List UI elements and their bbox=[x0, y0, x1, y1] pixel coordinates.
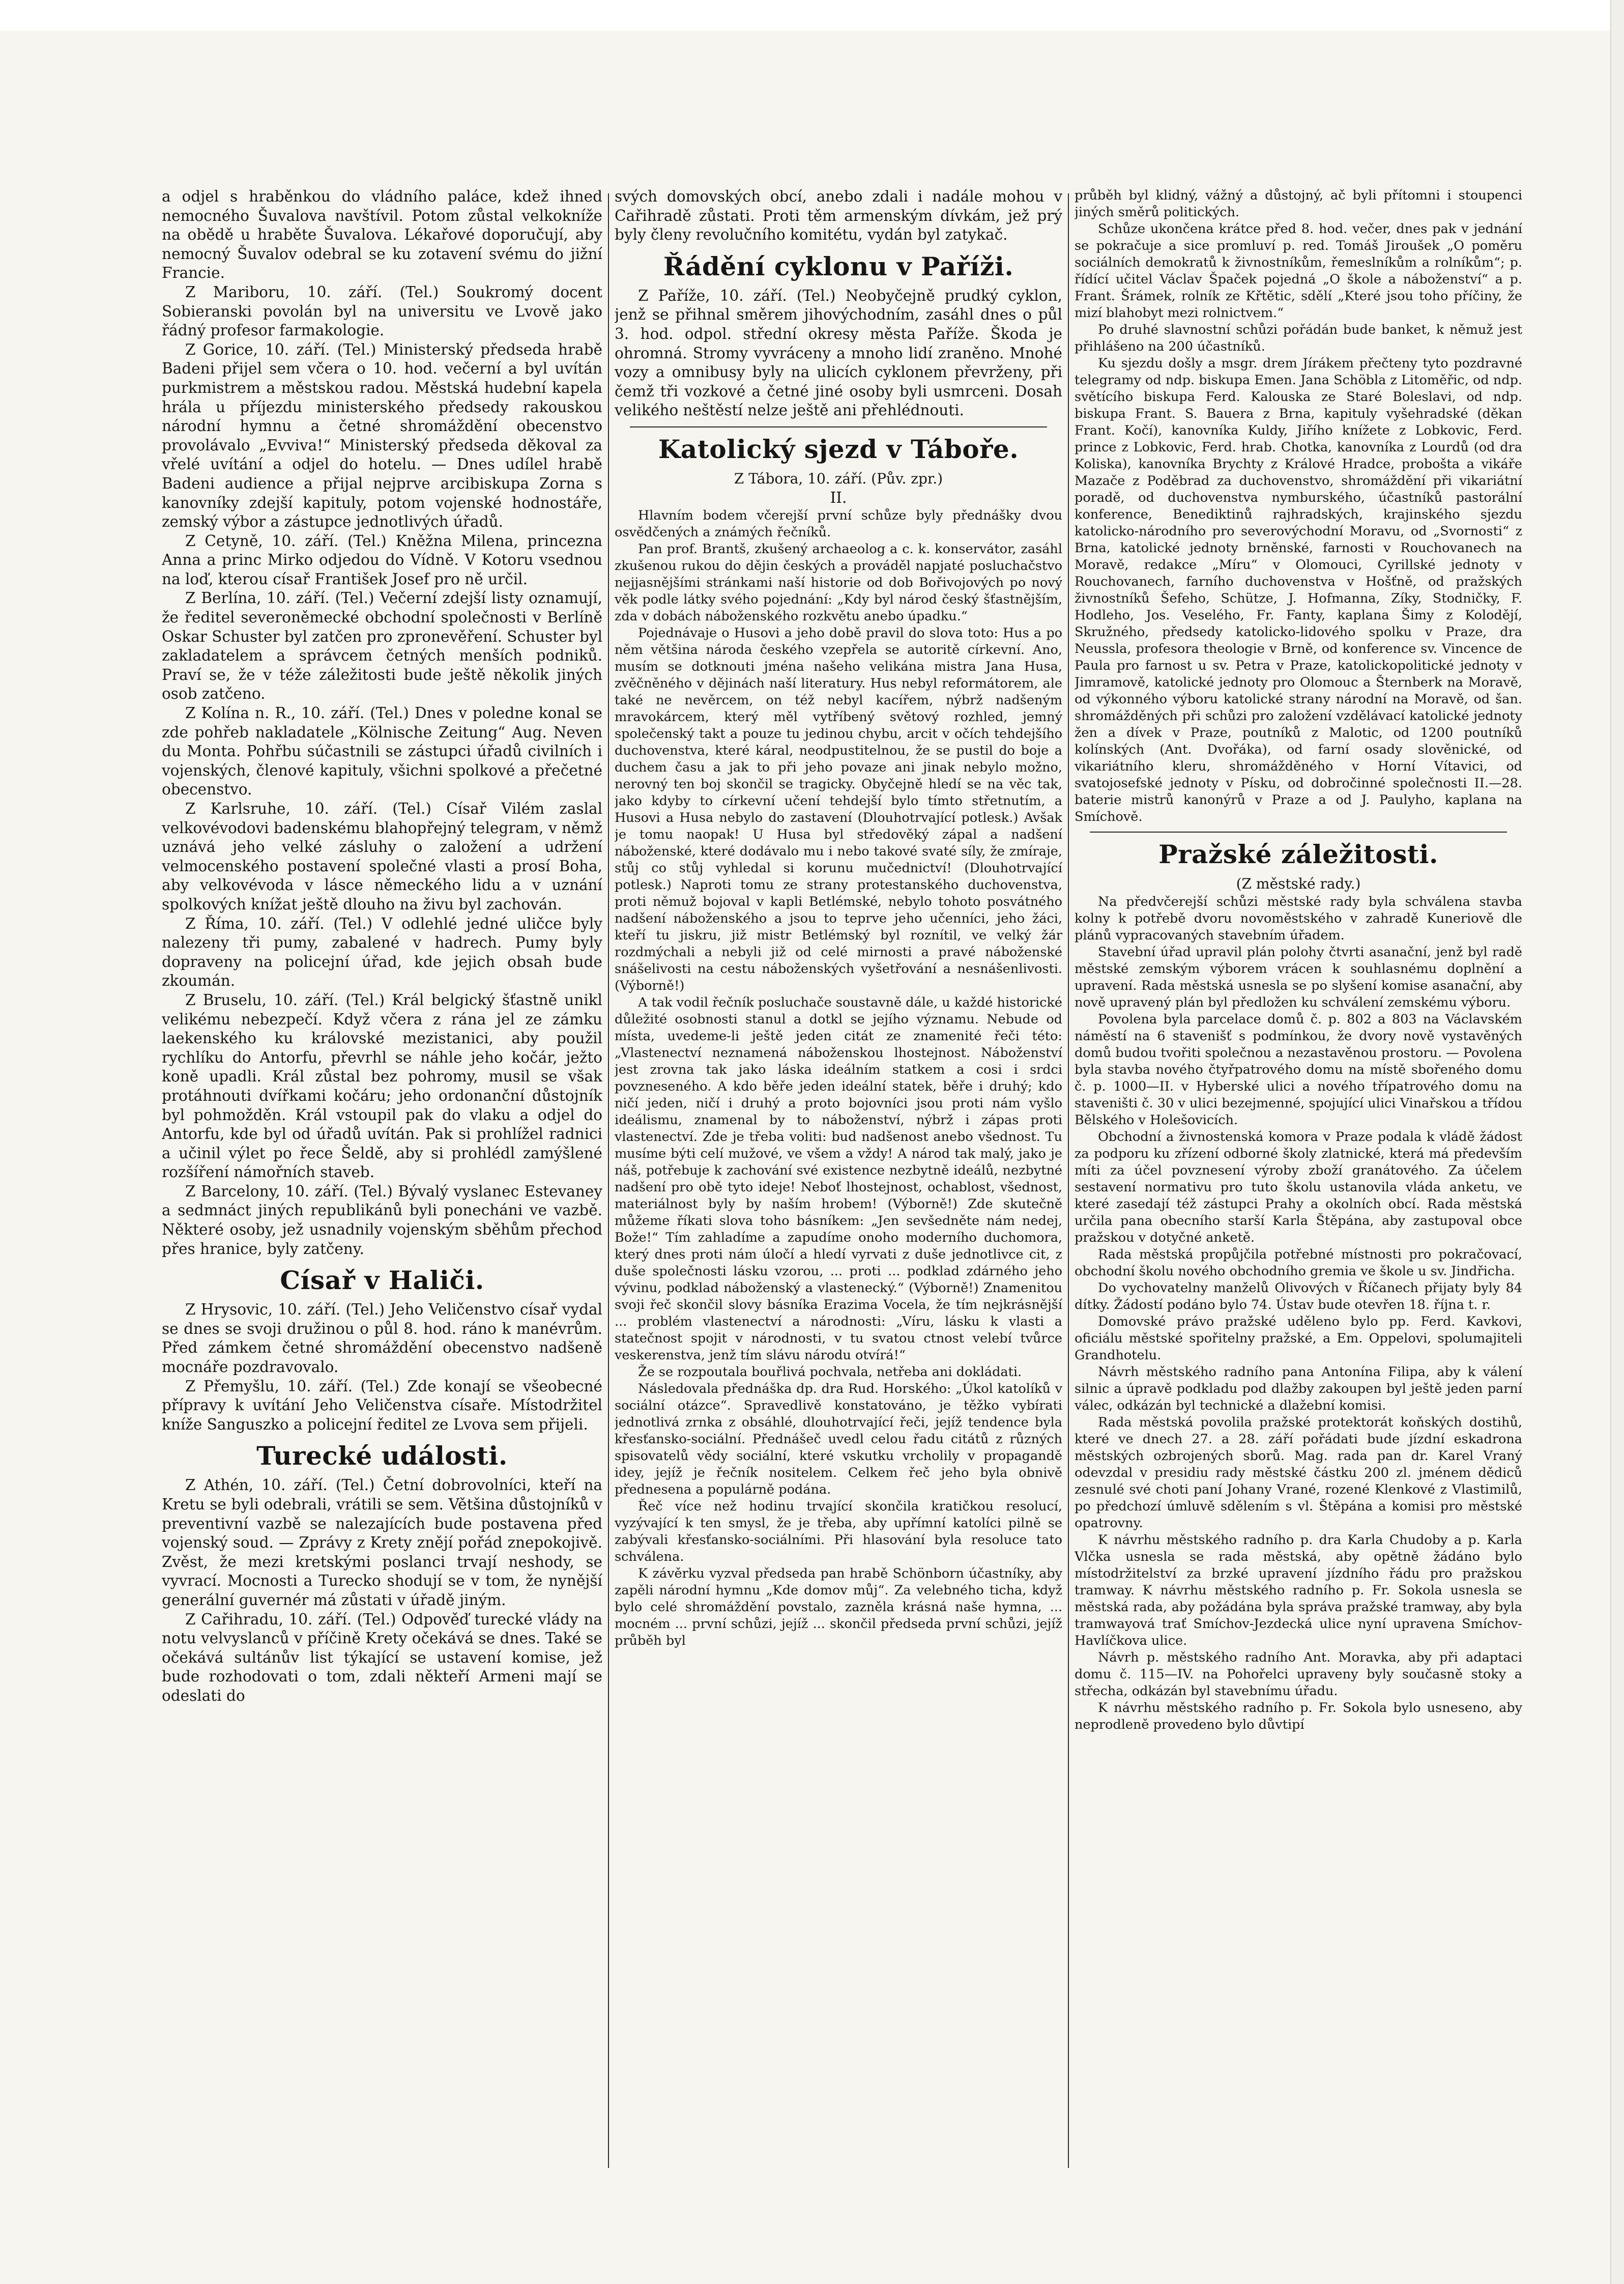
news-item-koln: Z Kolína n. R., 10. září. (Tel.) Dnes v poledne konal se zde pohřeb nakladatele „Kölnische Zeitung“ Aug. Neven du Monta. Pohřbu súčastnili se zástupci úřadů civilních i vojenských, členové kapituly, všichni spolkové a přečetné obecenstvo. bbox=[162, 704, 602, 798]
article-paragraph: Následovala přednáška dp. dra Rud. Horského: „Úkol katolíků v sociální otázce“. Spravedlivě konstatováno, je těžko vybírati jednotlivá zrnka z obsáhlé, dlouhotrvající řeči, jejíž tendence byla křesťansko-sociální. Přednášeč uvedl celou řadu citátů z různých spisovatelů vědy sociální, které vskutku vrcholily v propagandě idey, jejíž je řečník nositelem. Celkem řeč jeho byla obnivě přednesena a populárně podána. bbox=[615, 1381, 1062, 1498]
article-paragraph: svých domovských obcí, anebo zdali i nadále mohou v Cařihradě zůstati. Proti těm armenským dívkám, jež prý byly členy revolučního komitétu, vydán byl zatykač. bbox=[615, 188, 1062, 244]
column-right bbox=[1075, 187, 1522, 2167]
news-item-gorice: Z Gorice, 10. září. (Tel.) Ministerský předseda hrabě Badeni přijel sem včera o 10. hod. večerní a byl uvítán purkmistrem a městskou radou. Městská hudební kapela hrála u příjezdu ministerského předsedy rakouskou národní hymnu a četné shromáždění obecenstvo provolávalo „Evviva!“ Ministerský předseda děkoval za vřelé uvítání a odjel do hotelu. — Dnes udílel hrabě Badeni audience a přijal nejprve arcibiskupa Zorna s kanovníky zdejší kapituly, potom vojenské hodnostáře, zemský výbor a zástupce jednotlivých úřadů. bbox=[162, 340, 602, 531]
article-paragraph: Obchodní a živnostenská komora v Praze podala k vládě žádost za podporu ku zřízení odborné školy zlatnické, která má především míti za účel povznesení výroby zboží granátového. Za účelem sestavení normativu pro tuto školu ustanovila vláda anketu, ve které zasedají též zástupci Prahy a okolních obcí. Rada městská určila pana obecního starší Karla Štěpána, aby zastupoval obce pražskou v dotyčné anketě. bbox=[1075, 1129, 1522, 1245]
news-item-hrysovice: Z Hrysovic, 10. září. (Tel.) Jeho Veličenstvo císař vydal se dnes se svoji družinou o půl 8. hod. ráno k manévrům. Před zámkem četné shromáždění obecenstvo nadšeně mocnáře pozdravovalo. bbox=[162, 1301, 602, 1376]
article-paragraph: Pan prof. Brantš, zkušený archaeolog a c. k. konservátor, zasáhl zkušenou rukou do dějin českých a prováděl napjaté posluchačstvo nejjasnějšími stránkami naší historie od dob Bořivojových po nový věk podle látky svého pojednání: „Kdy byl národ český šťastnějším, zda v dobách náboženského rozkvětu anebo úpadku.“ bbox=[615, 541, 1062, 624]
news-item-rim: Z Říma, 10. září. (Tel.) V odlehlé jedné uličce byly nalezeny tři pumy, zabalené v hadrech. Pumy byly dopraveny na policejní úřad, kde jejich obsah bude zkoumán. bbox=[162, 915, 602, 990]
article-paragraph: Stavební úřad upravil plán polohy čtvrti asanační, jenž byl radě městské zemským výborem vrácen k souhlasnému doplnění a upravení. Rada městská usnesla se po slyšení komise asanační, aby nově upravený plán byl předložen ku schválení zemskému výboru. bbox=[1075, 944, 1522, 1010]
news-item-premysl: Z Přemyšlu, 10. září. (Tel.) Zde konají se všeobecné přípravy k uvítání Jeho Veličenstva císaře. Místodržitel kníže Sanguszko a policejní ředitel ze Lvova sem přijeli. bbox=[162, 1377, 602, 1433]
section-heading-prazske: Pražské záležitosti. bbox=[1158, 839, 1438, 869]
section-divider bbox=[1090, 832, 1507, 833]
column-middle bbox=[615, 187, 1062, 2167]
article-paragraph: K závěrku vyzval předseda pan hrabě Schönborn účastníky, aby zapěli národní hymnu „Kde domov můj“. Za velebného ticha, když bylo celé shromáždění povstalo, zazněla krásná naše hymna, ... mocném ... první schůzi, jejíž ... skončil předseda první schůzi, jejíž průběh byl bbox=[615, 1566, 1062, 1649]
article-paragraph: Že se rozpoutala bouřlivá pochvala, netřeba ani dokládati. bbox=[638, 1364, 1022, 1380]
article-paragraph: Návrh p. městského radního Ant. Moravka, aby při adaptaci domu č. 115—IV. na Pohořelci upraveny byly současně stoky a střecha, odkázán byl stavebnímu úřadu. bbox=[1075, 1649, 1522, 1699]
article-paragraph: Rada městská povolila pražské protektorát koňských dostihů, které ve dnech 27. a 28. září pořádati bude jízdní eskadrona městských ozbrojených sborů. Mag. rada pan dr. Karel Vraný odevzdal v presidiu rady městské částku 200 zl. jménem dědiců zesnulé své choti paní Johany Vrané, rozené Klenkové z Vlastimilů, po předchozí úmluvě sdělením s vl. Štěpána a komisi pro městské opatrovny. bbox=[1075, 1414, 1522, 1531]
news-item-karlsruhe: Z Karlsruhe, 10. září. (Tel.) Císař Vilém zaslal velkovévodovi badenskému blahopřejný telegram, v němž uznává jeho velké zásluhy o založení a udržení velmocenského postavení společné vlasti a prosí Boha, aby velkovévoda v lásce německého lidu a v uznání spolkových knížat ještě dlouho na živu byl zachován. bbox=[162, 800, 602, 913]
article-paragraph: Ku sjezdu došly a msgr. drem Jírákem přečteny tyto pozdravné telegramy od ndp. biskupa Emen. Jana Schöbla z Litoměřic, od ndp. světícího biskupa Ferd. Kalouska ze Staré Boleslavi, od ndp. biskupa Frant. S. Bauera z Brna, kapituly vyšehradské (děkan Frant. Kočí), kanovníka Kuldy, Jiřího knížete z Lobkovic, Ferd. prince z Lobkovic, Ferd. hrab. Chotka, kanovníka z Lourdů (od dra Koliska), kanovníka Brychty z Králové Hradce, probošta a vikáře Mazače z Poděbrad za duchovenstvo, shromáždění při vikariátní poradě, od duchovenstva nymburského, účastníků pastorální konference, Benediktinů rajhradských, krajinského sjezdu katolicko-národního pro severovýchodní Moravu, od „Svornosti“ z Brna, katolické jednoty brněnské, farnosti v Rouchovanech na Moravě, redakce „Míru“ v Olomouci, Cyrillské jednoty v Rouchovanech, farního duchovenstva v Hošťně, od pražských živnostníků Šefeho, Schütze, J. Hofmanna, Zíky, Stodničky, F. Hodleho, Jos. Veselého, Fr. Fanty, kaplana Šimy z Kolodějí, Skružného, předsedy katolicko-lidového spolku v Praze, dra Neussla, profesora theologie v Brně, od konference sv. Vincence de Paula pro farnost u sv. Petra v Praze, katolickopolitické jednoty v Jimramově, katolické jednoty pro Olomouc a Šternberk na Moravě, od výkonného výboru katolické strany národní na Moravě, od šan. shromážděných při schůzi pro založení vzdělávací katolické jednoty žen a dívek v Praze, poutníků z Malotic, od 1200 poutníků kolínských (Ant. Dvořáka), od farní osady slověnické, od vikariátního kleru, shromážděného v Horní Vítavici, od svatojosefské jednoty v Písku, od dobročinné společnosti II.—28. baterie mistrů kanonýrů v Praze a od J. Paulyho, kaplana na Smíchově. bbox=[1075, 356, 1522, 824]
section-heading-turecke: Turecké události. bbox=[256, 1441, 508, 1471]
article-paragraph: K návrhu městského radního p. dra Karla Chudoby a p. Karla Vlčka usnesla se rada městská, aby opětně žádáno bylo místodržitelství za brzké upravení jízdního řádu pro pražskou tramway. K návrhu městského radního p. Fr. Sokola usnesla se městská rada, aby požádána byla správa pražské tramway, aby byla tramwayová trať Smíchov-Jezdecká ulice nyní upravena Smíchov-Havlíčkova ulice. bbox=[1075, 1532, 1522, 1648]
news-item-barcelona: Z Barcelony, 10. září. (Tel.) Bývalý vyslanec Estevaney a sedmnáct jiných republikánů byli ponecháni ve vazbě. Některé osoby, jež usnadnily vojenským sběhům přechod přes hranice, byly zatčeny. bbox=[162, 1182, 602, 1258]
section-divider bbox=[630, 426, 1047, 427]
article-paragraph: Do vychovatelny manželů Olivových v Říčanech přijaty byly 84 dítky. Žádostí podáno bylo 74. Ústav bude otevřen 18. října t. r. bbox=[1075, 1280, 1522, 1312]
article-paragraph: Schůze ukončena krátce před 8. hod. večer, dnes pak v jednání se pokračuje a sice promluví p. red. Tomáš Jiroušek „O poměru sociálních demokratů k živnostníkům, řemeslníkům a rolníkům“; p. řídící učitel Václav Špaček pojedná „O škole a náboženství“ a p. Frant. Šrámek, rolník ze Křtětic, sdělí „Které jsou toho příčiny, že mizí blahobyt mezi rolnictvem.“ bbox=[1075, 221, 1522, 321]
article-paragraph: Domovské právo pražské uděleno bylo pp. Ferd. Kavkovi, oficiálu městské spořitelny pražské, a Em. Oppelovi, spolumajiteli Grandhotelu. bbox=[1075, 1314, 1522, 1363]
section-heading-cyklon: Řádění cyklonu v Paříži. bbox=[663, 251, 1014, 281]
article-paragraph: Pojednávaje o Husovi a jeho době pravil do slova toto: Hus a po něm většina národa českého vzepřela se autoritě církevní. Ano, musím se dotknouti jména našeho velikána mistra Jana Husa, zvěčněného v dějinách naší literatury. Hus nebyl reformátorem, ale také ne nevěrcem, on též nebyl kacířem, nýbrž nadšeným mravokárcem, který měl vytříbený světový rozhled, jemný společenský takt a pouze tu jedinou chybu, arcit v očích tehdejšího duchovenstva, které káral, neodpustitelnou, že se pustil do boje a duchem času a jak to při jeho povaze ani jinak nebylo možno, nerovný ten boj skončil se tragicky. Obyčejně hledí se na věc tak, jako kdyby to církevní učení tehdejší bylo tímto střetnutím, a Husovi a Husa nebylo do zastavení (Dlouhotrvající potlesk.) Avšak je tomu naopak! U Husa byl středověký zápal a nadšení náboženské, které dodávalo mu i nebo takové svaté síly, že zmíraje, stůj co stůj vyhledal si korunu mučednictví! (Dlouhotrvající potlesk.) Naproti tomu ze strany protestanského duchovenstva, proti němuž bojoval v kapli Betlémské, nebylo tohoto posvátného nadšení náboženského a jsou to teprve jeho učenníci, jeho žáci, kteří tu jiskru, již mistr Betlémský byl roznítil, ve velký žár rozdmýchali a nebyli již od celé mirnosti a pravé náboženské snášelivosti na cestu náboženských vyšetřování a nesnášenlivosti. (Výborně!) bbox=[615, 625, 1062, 994]
section-subheading: (Z městské rady.) bbox=[1236, 875, 1361, 892]
article-paragraph: a odjel s hraběnkou do vládního paláce, kdež ihned nemocného Šuvalova navštívil. Potom zůstal velkokníže na obědě u hraběte Šuvalova. Lékařové doporučují, aby nemocný Šuvalov odebral se ku zotavení svému do jižní Francie. bbox=[162, 188, 602, 282]
news-item-berlin: Z Berlína, 10. září. (Tel.) Večerní zdejší listy oznamují, že ředitel severoněmecké obchodní společnosti v Berlíně Oskar Schuster byl zatčen pro zpronevěření. Schuster byl zakladatelem a správcem četných menších podniků. Praví se, že v téže záležitosti bude ještě několik jiných osob zatčeno. bbox=[162, 589, 602, 703]
news-item-brusel: Z Bruselu, 10. září. (Tel.) Král belgický šťastně unikl velikému nebezpečí. Když včera z rána jel ze zámku laekenského ku královské mezistanici, aby použil rychlíku do Antorfu, převrhl se náhle jeho kočár, ježto koně upadli. Král zůstal bez pohromy, musil se však protáhnouti dvířkami kočáru; jeho ordonanční důstojník byl pohmožděn. Král vstoupil pak do vlaku a odjel do Antorfu, kde byl od úřadů uvítán. Pak si prohlížel radnici a učinil výlet po řece Šeldě, aby si prohlédl zamýšlené rozšíření námořních staveb. bbox=[162, 991, 602, 1181]
column-rule-2 bbox=[1068, 193, 1069, 2168]
article-paragraph: Hlavním bodem včerejší první schůze byly přednášky dvou osvědčených a známých řečníků. bbox=[615, 508, 1062, 540]
column-left bbox=[162, 187, 602, 2167]
section-heading-sjezd: Katolický sjezd v Táboře. bbox=[658, 434, 1019, 464]
article-paragraph: Povolena byla parcelace domů č. p. 802 a 803 na Václavském náměstí na 6 stavenišť s podmínkou, že dvory nově vystavěných domů budou tvořiti společnou a nezastavěnou prostoru. — Povolena byla stavba nového čtyřpatrového domu na místě sbořeného domu č. p. 1000—II. v Hyberské ulici a nového třípatrového domu na staveništi č. 30 v ulici bezejmenné, spojující ulici Vinařskou a třídou Bělského v Holešovicích. bbox=[1075, 1011, 1522, 1128]
article-paragraph: Po druhé slavnostní schůzi pořádán bude banket, k němuž jest přihlášeno na 200 účastníků. bbox=[1075, 322, 1522, 354]
news-item-athen: Z Athén, 10. září. (Tel.) Četní dobrovolníci, kteří na Kretu se byli odebrali, vrátili se sem. Většina důstojníků v preventivní vazbě se nalezajících bude postavena před vojenský soud. — Zprávy z Krety znějí pořád znepokojivě. Zvěst, že mezi kretskými poslanci trvají neshody, se vyvrací. Mocnosti a Turecko shodují se v tom, že nynější generální guvernér má zůstati v úřadě jiným. bbox=[162, 1476, 602, 1609]
article-paragraph: Rada městská propůjčila potřebné místnosti pro pokračovací, obchodní školu nového obchodního gremia ve škole u sv. Jindřicha. bbox=[1075, 1246, 1522, 1279]
column-rule-1 bbox=[608, 193, 609, 2168]
news-item-maribor: Z Mariboru, 10. září. (Tel.) Soukromý docent Sobieranski povolán byl na universitu ve Lvově jako řádný profesor farmakologie. bbox=[162, 283, 602, 339]
news-item-cetyne: Z Cetyně, 10. září. (Tel.) Kněžna Milena, princezna Anna a princ Mirko odjedou do Vídně. V Kotoru vsednou na loď, kterou císař František Josef pro ně určil. bbox=[162, 532, 602, 588]
article-paragraph: průběh byl klidný, vážný a důstojný, ač byli přítomni i stoupenci jiných směrů politických. bbox=[1075, 188, 1522, 220]
dateline: Z Tábora, 10. září. (Pův. zpr.) bbox=[734, 470, 943, 487]
article-paragraph: K návrhu městského radního p. Fr. Sokola bylo usneseno, aby neprodleně provedeno bylo důvtipí bbox=[1075, 1700, 1522, 1732]
news-item-carihrad: Z Cařihradu, 10. září. (Tel.) Odpověď turecké vlády na notu velvyslanců v příčině Krety očekává se dnes. Také se očekává sultánův list týkající se ustavení komise, jež bude rozhodovati o tom, zdali někteří Armeni mají se odeslati do bbox=[162, 1610, 602, 1704]
article-paragraph: Na předvčerejší schůzi městské rady byla schválena stavba kolny k potřebě dvoru novoměstského v zahradě Kuneriově dle plánů vypracovaných stavebním úřadem. bbox=[1075, 894, 1522, 943]
article-paragraph: A tak vodil řečník posluchače soustavně dále, u každé historické důležité osobnosti stanul a dotkl se jejího významu. Nebude od místa, uvedeme-li ještě jeden citát ze znamenité řeči této: „Vlastenectví neznamená náboženskou lhostejnost. Náboženství jest zrovna tak jako láska ideálním statkem a cosi i srdci povzneseného. A kdo běře jeden ideální statek, běře i druhý; kdo ničí jeden, ničí i druhý a proto bojovníci jsou proti nám vyšlo ideálismu, znamenal by to náboženství, nýbrž i zápas proti vlastenectví. Zde je třeba voliti: bud nadšenost anebo všednost. Tu musíme býti celí mužové, ve všem a vždy! A národ tak malý, jako je náš, potřebuje k zachování své existence nezbytně ideálů, nezbytné nadšení pro obě tyto ideje! Neboť lhostejnost, ochablost, všednost, materiálnost byly by naším hrobem! (Výborně!) Zde skutečně můžeme říkati slova toho básníkem: „Jen sevšedněte nám nedej, Bože!“ Tím zahladíme a zapudíme onoho moderního duchomora, který dnes proti nám úločí a hledí vyrvati z duše jednotlivce cit, z duše společnosti lásku vzorou, ... proti ... podklad zdárného jeho vývinu, podklad náboženský a vlastenecký.“ (Výborně!) Znamenitou svoji řeč skončil slovy básníka Erazima Vocela, že tím nejkrásnější ... problém vlastenectví a národnosti: „Víru, lásku k vlasti a statečnost spojit v národnosti, v tu svatou ctnost velebí tvůrce veskerenstva, jenž tím slávu národu otvírá!“ bbox=[615, 995, 1062, 1363]
news-item-pariz: Z Paříže, 10. září. (Tel.) Neobyčejně prudký cyklon, jenž se přihnal směrem jihovýchodním, zasáhl dnes o půl 3. hod. odpol. střední okresy města Paříže. Škoda je ohromná. Stromy vyvráceny a mnoho lidí zraněno. Mnohé vozy a omnibusy byly na ulicích cyklonem převrženy, při čemž tři vozkové a četné jiné osoby byli usmrceni. Dosah velikého neštěstí nelze ještě ani přehlédnouti. bbox=[615, 287, 1062, 419]
section-heading-cisar: Císař v Haliči. bbox=[280, 1265, 484, 1296]
article-paragraph: Návrh městského radního pana Antonína Filipa, aby k válení silnic a úpravě podkladu pod dlažby zakoupen byl ještě jeden parní válec, odkázán byl technické a dlažební komisi. bbox=[1075, 1364, 1522, 1413]
page-right-edge bbox=[1610, 0, 1624, 2284]
part-number: II. bbox=[830, 489, 847, 506]
article-paragraph: Řeč více než hodinu trvající skončila kratičkou resolucí, vyzývající k ten smysl, že je třeba, aby upřímní katolíci pilně se zabývali křesťansko-sociálními. Při hlasování byla resoluce tato schválena. bbox=[615, 1499, 1062, 1565]
page-top-margin bbox=[0, 0, 1624, 31]
